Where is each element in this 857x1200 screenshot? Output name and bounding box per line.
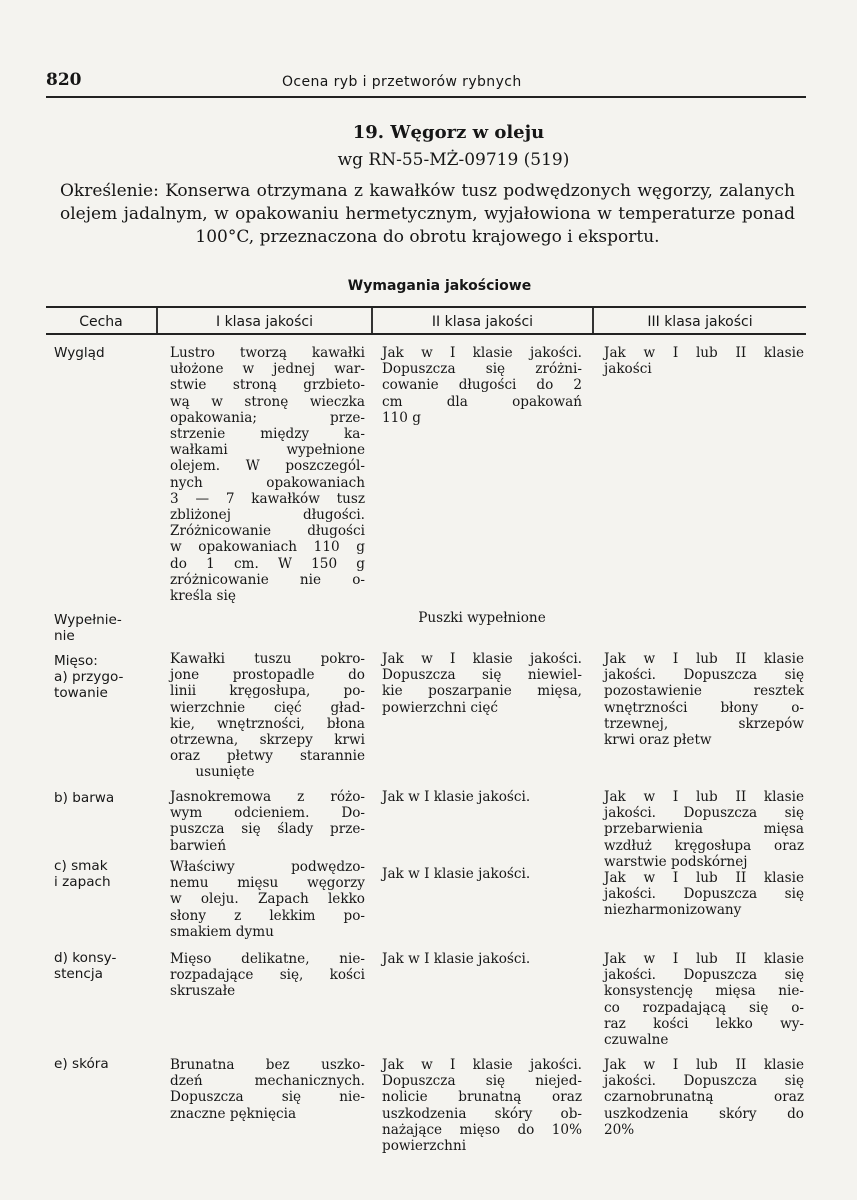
cell-line: stwie stroną grzbieto- xyxy=(170,377,365,394)
cell-line: 110 g xyxy=(382,409,421,426)
cell-line: Dopuszcza się niejed- xyxy=(382,1073,582,1090)
cell-line: uszkodzenia skóry ob- xyxy=(382,1105,582,1122)
cell-line: jakości. Dopuszcza się xyxy=(604,667,804,684)
cell-line: czarnobrunatną oraz xyxy=(604,1089,804,1106)
cell-line: Jak w I lub II klasie xyxy=(604,1057,804,1073)
cell-line: 3 — 7 kawałków tusz xyxy=(170,490,365,507)
section-title: 19. Węgorz w oleju xyxy=(352,122,545,143)
cell-line: jakości. Dopuszcza się xyxy=(604,805,804,822)
class-3-cell xyxy=(604,789,804,870)
cell-line: kie, wnętrzności, błona xyxy=(170,715,365,732)
class-3-cell xyxy=(604,345,804,377)
cell-line: opakowania; prze- xyxy=(170,409,365,426)
cell-line: Mięso delikatne, nie- xyxy=(170,951,365,967)
cell-line: przebarwienia mięsa xyxy=(604,821,804,838)
cell-line: Puszki wypełnione xyxy=(418,610,546,626)
class-1-cell xyxy=(170,345,365,604)
class-2-cell xyxy=(382,651,582,716)
cell-line: Jak w I lub II klasie xyxy=(604,345,804,361)
cell-line: jakości. Dopuszcza się xyxy=(604,1073,804,1090)
running-head: Ocena ryb i przetworów rybnych xyxy=(282,74,522,90)
cell-line: Lustro tworzą kawałki xyxy=(170,345,365,361)
cell-line: Jak w I lub II klasie xyxy=(604,651,804,667)
header-class-3: III klasa jakości xyxy=(647,314,753,330)
cell-line: Jak w I klasie jakości. xyxy=(382,651,582,667)
cell-line: powierzchni xyxy=(382,1138,467,1155)
feature-line: a) przygo- xyxy=(54,669,124,685)
feature-line: Wypełnie- xyxy=(54,612,122,628)
standard-reference: wg RN-55-MŻ-09719 (519) xyxy=(337,150,570,170)
cell-line: zróżnicowanie nie o- xyxy=(170,571,365,588)
cell-line: Jak w I klasie jakości. xyxy=(382,866,531,882)
cell-line: jakości. Dopuszcza się xyxy=(604,886,804,903)
cell-line: warstwie podskórnej xyxy=(604,853,748,870)
class-1-cell xyxy=(170,651,365,781)
cell-line: pozostawienie resztek xyxy=(604,683,804,700)
cell-line: trzewnej, skrzepów xyxy=(604,715,804,732)
cell-line: Dopuszcza się nie- xyxy=(170,1089,365,1106)
feature-line: e) skóra xyxy=(54,1056,109,1072)
page-number: 820 xyxy=(46,70,82,90)
cell-line: usunięte xyxy=(195,764,255,781)
class-1-cell xyxy=(170,951,365,1000)
requirements-heading: Wymagania jakościowe xyxy=(347,278,532,294)
cell-line: nolicie brunatną oraz xyxy=(382,1089,582,1106)
cell-line: wym odcieniem. Do- xyxy=(170,805,365,822)
class-3-cell xyxy=(604,651,804,748)
cell-line: uszkodzenia skóry do xyxy=(604,1105,804,1122)
cell-line: czuwalne xyxy=(604,1032,669,1049)
feature-cell xyxy=(54,653,123,701)
cell-line: w opakowaniach 110 g xyxy=(170,539,365,556)
cell-line: Jak w I lub II klasie xyxy=(604,789,804,805)
cell-line: niezharmonizowany xyxy=(604,902,742,919)
cell-line: Jak w I klasie jakości. xyxy=(382,951,531,967)
cell-line: dzeń mechanicznych. xyxy=(170,1073,365,1090)
feature-cell xyxy=(54,345,105,361)
cell-line: do 1 cm. W 150 g xyxy=(170,555,365,572)
cell-line: 20% xyxy=(604,1121,635,1138)
feature-cell xyxy=(54,950,116,982)
class-1-cell xyxy=(170,1057,365,1122)
merged-cell xyxy=(372,610,592,626)
class-2-cell xyxy=(382,345,582,426)
cell-line: cm dla opakowań xyxy=(382,393,582,410)
feature-cell xyxy=(54,858,111,890)
feature-line: c) smak xyxy=(54,858,108,874)
cell-line: Brunatna bez uszko- xyxy=(170,1057,365,1073)
class-1-cell xyxy=(170,859,365,940)
cell-line: Jak w I klasie jakości. xyxy=(382,1057,582,1073)
table-header-rule xyxy=(46,333,806,335)
cell-line: Zróżnicowanie długości xyxy=(170,523,365,540)
header-cecha: Cecha xyxy=(79,314,123,330)
feature-cell xyxy=(54,790,114,806)
cell-line: w oleju. Zapach lekko xyxy=(170,891,365,908)
class-1-cell xyxy=(170,789,365,854)
cell-line: linii kręgosłupa, po- xyxy=(170,683,365,700)
cell-line: Jak w I klasie jakości. xyxy=(382,345,582,361)
feature-cell xyxy=(54,612,122,644)
feature-line: Wygląd xyxy=(54,345,105,361)
cell-line: jakości xyxy=(604,361,652,378)
cell-line: ułożone w jednej war- xyxy=(170,361,365,378)
class-3-cell xyxy=(604,870,804,919)
cell-line: kie poszarpanie mięsa, xyxy=(382,683,582,700)
cell-line: jakości. Dopuszcza się xyxy=(604,967,804,984)
feature-line: Mięso: xyxy=(54,653,98,669)
cell-line: wzdłuż kręgosłupa oraz xyxy=(604,837,804,854)
feature-line: i zapach xyxy=(54,874,111,890)
feature-cell xyxy=(54,1056,109,1072)
cell-line: Jak w I lub II klasie xyxy=(604,870,804,886)
cell-line: puszcza się ślady prze- xyxy=(170,821,365,838)
header-class-2: II klasa jakości xyxy=(431,314,534,330)
cell-line: Dopuszcza się niewiel- xyxy=(382,667,582,684)
cell-line: wą w stronę wieczka xyxy=(170,393,365,410)
definition-paragraph: Określenie: Konserwa otrzymana z kawałków tusz podwędzonych węgorzy, zalanych olejem jadalnym, w opakowaniu hermetycznym, wyjałowiona w temperaturze ponad 100°C, przeznaczona do obrotu krajowego i eksportu. xyxy=(60,181,795,247)
feature-line: nie xyxy=(54,628,75,644)
cell-line: Jak w I klasie jakości. xyxy=(382,789,531,805)
cell-line: cowanie długości do 2 xyxy=(382,377,582,394)
cell-line: znaczne pęknięcia xyxy=(170,1105,297,1122)
cell-line: słony z lekkim po- xyxy=(170,907,365,924)
header-rule xyxy=(46,96,806,98)
cell-line: jone prostopadle do xyxy=(170,667,365,684)
cell-line: Kawałki tuszu pokro- xyxy=(170,651,365,667)
cell-line: olejem. W poszczegól- xyxy=(170,458,365,475)
cell-line: strzenie między ka- xyxy=(170,426,365,443)
cell-line: kreśla się xyxy=(170,588,236,605)
cell-line: co rozpadającą się o- xyxy=(604,999,804,1016)
cell-line: Dopuszcza się zróżni- xyxy=(382,361,582,378)
cell-line: nych opakowaniach xyxy=(170,474,365,491)
cell-line: powierzchni cięć xyxy=(382,699,498,716)
cell-line: krwi oraz płetw xyxy=(604,732,712,749)
class-2-cell xyxy=(382,1057,582,1154)
cell-line: nażające mięso do 10% xyxy=(382,1121,582,1138)
cell-line: nemu mięsu węgorzy xyxy=(170,875,365,892)
cell-line: otrzewna, skrzepy krwi xyxy=(170,732,365,749)
cell-line: raz kości lekko wy- xyxy=(604,1015,804,1032)
cell-line: konsystencję mięsa nie- xyxy=(604,983,804,1000)
class-3-cell xyxy=(604,1057,804,1138)
cell-line: rozpadające się, kości xyxy=(170,967,365,984)
class-2-cell xyxy=(382,866,582,882)
feature-line: b) barwa xyxy=(54,790,115,806)
feature-line: towanie xyxy=(54,685,108,701)
cell-line: skruszałe xyxy=(170,983,236,1000)
table-top-rule xyxy=(46,306,806,308)
class-3-cell xyxy=(604,951,804,1048)
cell-line: Jak w I lub II klasie xyxy=(604,951,804,967)
cell-line: Jasnokremowa z różo- xyxy=(170,789,365,805)
class-2-cell xyxy=(382,789,582,805)
cell-line: wałkami wypełnione xyxy=(170,442,365,459)
class-2-cell xyxy=(382,951,582,967)
feature-line: d) konsy- xyxy=(54,950,117,966)
cell-line: oraz płetwy starannie xyxy=(170,748,365,765)
cell-line: wierzchnie cięć gład- xyxy=(170,699,365,716)
cell-line: wnętrzności błony o- xyxy=(604,699,804,716)
cell-line: zbliżonej długości. xyxy=(170,507,365,524)
cell-line: smakiem dymu xyxy=(170,923,274,940)
cell-line: Właściwy podwędzo- xyxy=(170,859,365,875)
header-class-1: I klasa jakości xyxy=(215,314,313,330)
feature-line: stencja xyxy=(54,966,103,982)
cell-line: barwień xyxy=(170,837,227,854)
